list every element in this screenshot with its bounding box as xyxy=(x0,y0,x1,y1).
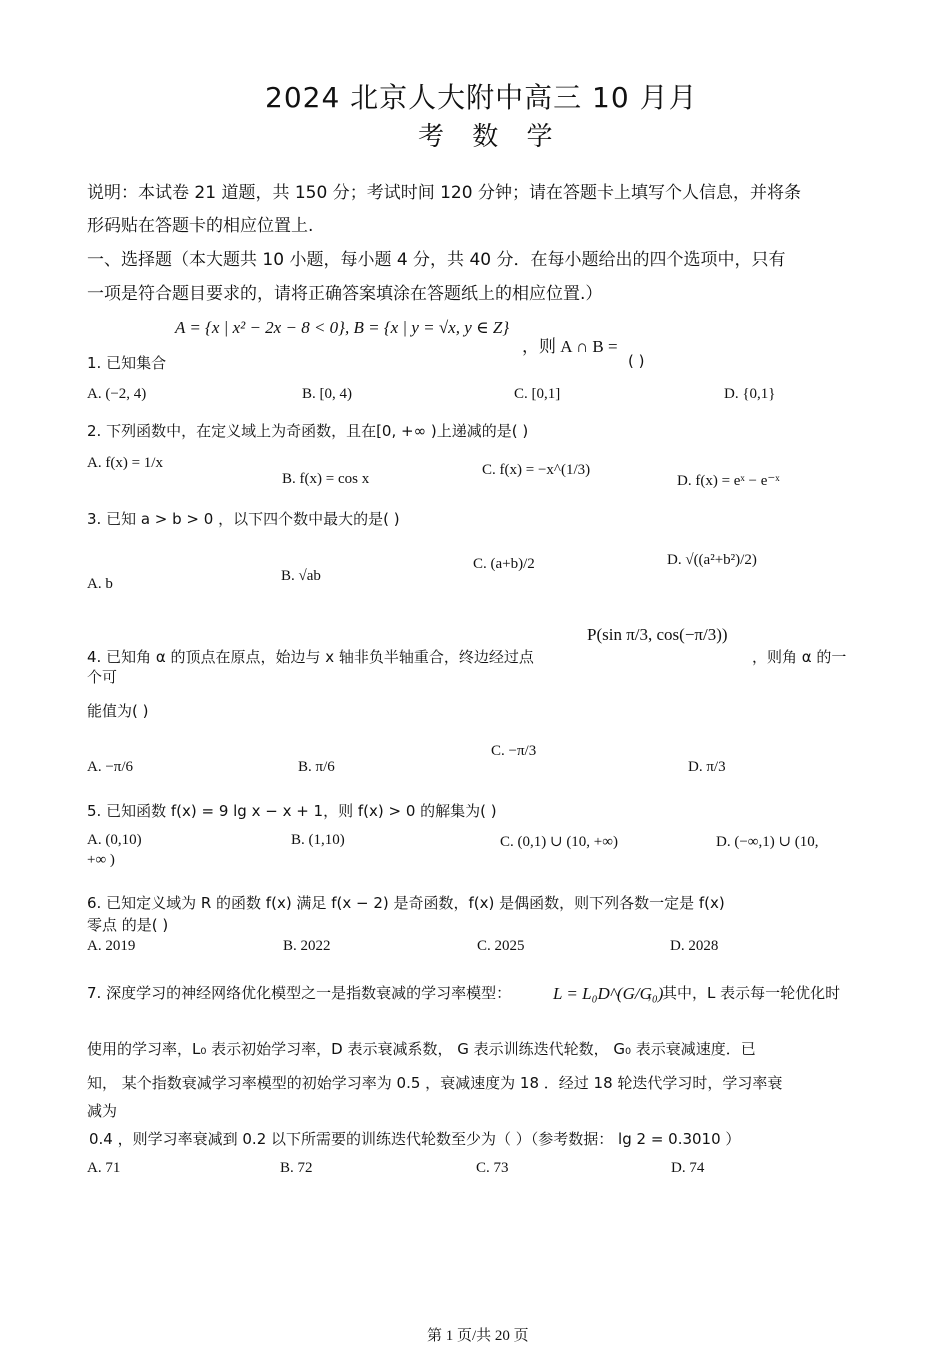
instructions-line2: 形码贴在答题卡的相应位置上. xyxy=(87,216,314,236)
q7-option-a[interactable]: A. 71 xyxy=(87,1160,121,1176)
q2-stem: 2. 下列函数中，在定义域上为奇函数，且在[0, +∞ )上递减的是( ) xyxy=(87,422,529,440)
q5-option-b[interactable]: B. (1,10) xyxy=(291,832,345,848)
q4-line2: 能值为( ) xyxy=(87,702,149,720)
q4-option-a[interactable]: A. −π/6 xyxy=(87,759,134,775)
q7-option-b[interactable]: B. 72 xyxy=(280,1160,313,1176)
q7-line5: 0.4 ，则学习率衰减到 0.2 以下所需要的训练迭代轮数至少为（ ）（参考数据： lg 2 = 0.3010 ） xyxy=(89,1130,741,1148)
q1-tail: ，则 A ∩ B = xyxy=(522,337,618,356)
q6-line2: 零点 的是( ) xyxy=(87,916,169,934)
q4-tail: ，则角 α 的一 xyxy=(752,648,847,666)
q3-option-b[interactable]: B. √ab xyxy=(281,568,321,584)
q5-option-d-wrap: +∞ ) xyxy=(87,852,115,868)
q4-option-c[interactable]: C. −π/3 xyxy=(491,743,537,759)
page-title: 2024 北京人大附中高三 10 月月 xyxy=(265,81,698,114)
q7-stem: 7. 深度学习的神经网络优化模型之一是指数衰减的学习率模型： xyxy=(87,984,512,1002)
q1-option-d[interactable]: D. {0,1} xyxy=(724,386,776,402)
q6-option-a[interactable]: A. 2019 xyxy=(87,938,136,954)
q1-stem: 1. 已知集合 xyxy=(87,354,167,372)
q1-option-b[interactable]: B. [0, 4) xyxy=(302,386,352,402)
q2-option-c[interactable]: C. f(x) = −x^(1/3) xyxy=(482,462,591,478)
q6-option-d[interactable]: D. 2028 xyxy=(670,938,719,954)
q1-paren: ( ) xyxy=(628,352,645,370)
q4-option-b[interactable]: B. π/6 xyxy=(298,759,335,775)
q5-option-c[interactable]: C. (0,1) ∪ (10, +∞) xyxy=(500,834,618,850)
q5-option-d[interactable]: D. (−∞,1) ∪ (10, xyxy=(716,834,819,850)
section-heading-line2: 一项是符合题目要求的，请将正确答案填涂在答题纸上的相应位置.） xyxy=(87,284,603,304)
q5-stem: 5. 已知函数 f(x) = 9 lg x − x + 1，则 f(x) > 0 的解集为( ) xyxy=(87,802,497,820)
q7-line4: 减为 xyxy=(87,1102,118,1120)
section-heading-line1: 一、选择题（本大题共 10 小题，每小题 4 分，共 40 分．在每小题给出的四个选项中，只有 xyxy=(87,250,786,270)
q4-wrap: 个可 xyxy=(87,668,118,686)
q2-option-a[interactable]: A. f(x) = 1/x xyxy=(87,455,163,471)
q2-option-b[interactable]: B. f(x) = cos x xyxy=(282,471,370,487)
q3-option-c[interactable]: C. (a+b)/2 xyxy=(473,556,535,572)
q7-option-c[interactable]: C. 73 xyxy=(476,1160,509,1176)
q2-option-d[interactable]: D. f(x) = eˣ − e⁻ˣ xyxy=(677,473,780,489)
q7-line2: 使用的学习率，L₀ 表示初始学习率，D 表示衰减系数， G 表示训练迭代轮数， G₀ 表示衰减速度．已 xyxy=(87,1040,756,1058)
q6-option-b[interactable]: B. 2022 xyxy=(283,938,331,954)
q6-option-c[interactable]: C. 2025 xyxy=(477,938,525,954)
q7-tail: ，其中，L 表示每一轮优化时 xyxy=(647,984,841,1002)
q7-formula: L = L₀D^(G/G₀) xyxy=(553,984,664,1003)
q4-stem: 4. 已知角 α 的顶点在原点，始边与 x 轴非负半轴重合，终边经过点 xyxy=(87,648,534,666)
q3-option-d[interactable]: D. √((a²+b²)/2) xyxy=(667,552,757,568)
page-subtitle: 考 数 学 xyxy=(418,122,563,152)
q4-option-d[interactable]: D. π/3 xyxy=(688,759,726,775)
q1-option-a[interactable]: A. (−2, 4) xyxy=(87,386,147,402)
q3-stem: 3. 已知 a > b > 0 ，以下四个数中最大的是( ) xyxy=(87,510,400,528)
q5-option-a[interactable]: A. (0,10) xyxy=(87,832,142,848)
page-number: 第 1 页/共 20 页 xyxy=(427,1328,529,1344)
q6-stem: 6. 已知定义域为 R 的函数 f(x) 满足 f(x − 2) 是奇函数，f(x) 是偶函数，则下列各数一定是 f(x) xyxy=(87,894,725,912)
q1-option-c[interactable]: C. [0,1] xyxy=(514,386,561,402)
q3-option-a[interactable]: A. b xyxy=(87,576,113,592)
instructions-line1: 说明：本试卷 21 道题，共 150 分；考试时间 120 分钟；请在答题卡上填写个人信息，并将条 xyxy=(87,183,801,203)
q7-line3: 知， 某个指数衰减学习率模型的初始学习率为 0.5 ，衰减速度为 18 ．经过 18 轮迭代学习时，学习率衰 xyxy=(87,1074,783,1092)
q1-formula: A = {x | x² − 2x − 8 < 0}, B = {x | y = √x, y ∈ Z} xyxy=(175,318,510,337)
q7-option-d[interactable]: D. 74 xyxy=(671,1160,705,1176)
q4-point: P(sin π/3, cos(−π/3)) xyxy=(587,625,728,644)
